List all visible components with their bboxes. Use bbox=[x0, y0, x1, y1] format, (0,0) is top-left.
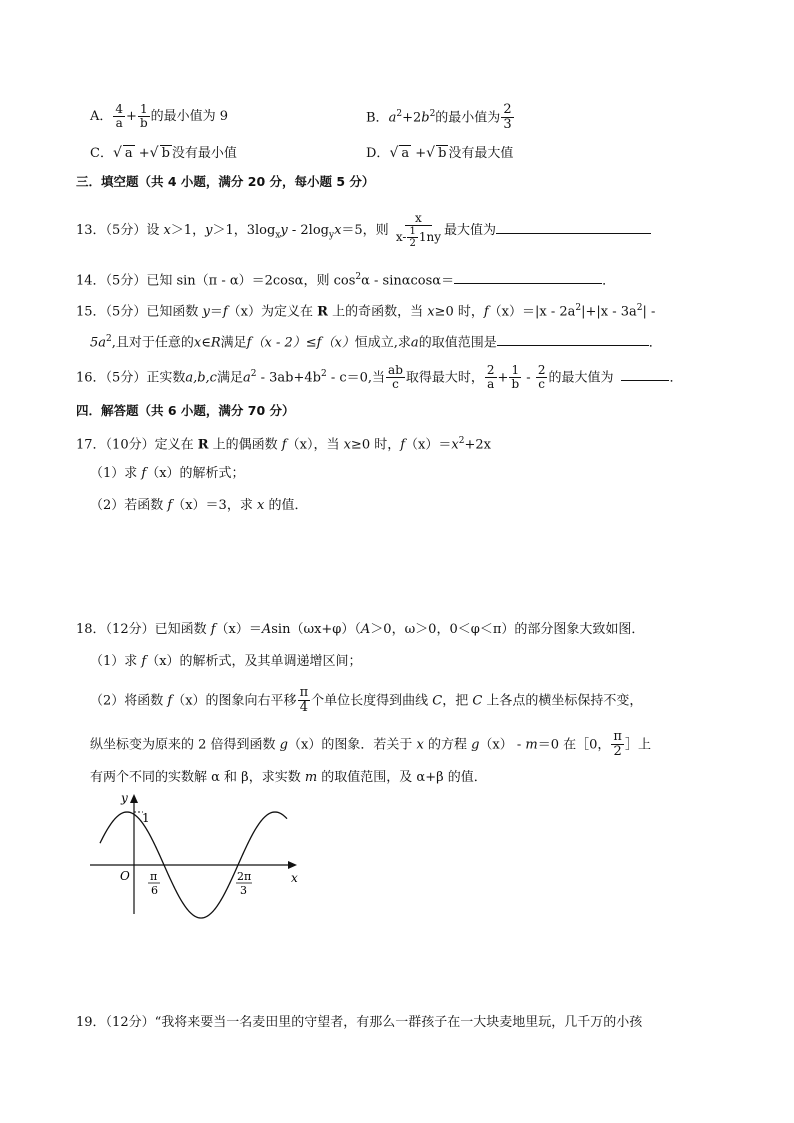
question-16: 16．（5分）正实数a,b,c满足$a^2 - 3ab+4b^2 - c=0$,当 $\frac{ab}{c}$ 取得最大时， $\frac{2}{a}$ + $\frac{1}{b}$ - $\frac{2}{c}$ 的最大值为 ． bbox=[76, 363, 683, 392]
question-18-part-1: （1）求 f（x）的解析式，及其单调递增区间； bbox=[90, 654, 362, 669]
question-18-part-2: （2）将函数 f（x）的图象向右平移 $\frac{\pi}{4}$ 个单位长度得到曲线 C，把 C 上各点的横坐标保持不变， bbox=[90, 685, 643, 716]
question-18-line-3: 纵坐标变为原来的 2 倍得到函数 g（x）的图象．若关于 x 的方程 g（x） - m＝0 在［0， $\frac{\pi}{2}$ ］上 bbox=[90, 729, 651, 760]
tick-2pi-3-den: 3 bbox=[240, 884, 247, 897]
question-18: 18．（12分）已知函数 f（x）＝Asin（ωx+φ）（A＞0，ω＞0，0＜φ＜π）的部分图象大致如图． bbox=[76, 622, 645, 637]
question-14: 14．（5分）已知 sin（π - α）＝2cosα，则 $\cos^2\alpha - \sin\alpha\cos\alpha=$ ． bbox=[76, 267, 615, 291]
answer-blank-16[interactable] bbox=[621, 366, 669, 381]
sqrt-icon: √ bbox=[149, 145, 159, 161]
option-a[interactable]: A． $\frac{4}{a}$ + $\frac{1}{b}$ 的最小值为 9 bbox=[90, 102, 229, 131]
question-17-part-1: （1）求 f（x）的解析式； bbox=[90, 466, 245, 481]
answer-blank-15[interactable] bbox=[497, 331, 649, 346]
sqrt-icon: √ bbox=[389, 145, 399, 161]
question-17-part-2: （2）若函数 f（x）＝3，求 x 的值． bbox=[90, 498, 308, 513]
question-15: 15．（5分）已知函数 y＝f（x）为定义在 R 上的奇函数，当 x≥0 时，$f(x)=|x - 2a^2|+|x - 3a^2|$ - bbox=[76, 303, 656, 320]
x-axis-label: x bbox=[291, 871, 298, 885]
question-18-line-4: 有两个不同的实数解 α 和 β，求实数 m 的取值范围，及 α+β 的值． bbox=[90, 770, 487, 785]
option-c[interactable]: C．√ a +√ b 没有最小值 bbox=[90, 145, 237, 161]
question-19: 19．（12分）“我将来要当一名麦田里的守望者，有那么一群孩子在一大块麦地里玩，几千万的小孩 bbox=[76, 1015, 643, 1030]
sqrt-icon: √ bbox=[426, 145, 436, 161]
tick-pi-6-den: 6 bbox=[151, 884, 158, 897]
question-17: 17．（10分）定义在 R 上的偶函数 f（x），当 x≥0 时，$f(x)=x^2+2x$ bbox=[76, 436, 491, 453]
x-axis-arrow-icon bbox=[288, 861, 297, 869]
y-axis-arrow-icon bbox=[130, 794, 138, 803]
origin-label: O bbox=[120, 869, 130, 883]
y-axis-label: y bbox=[121, 791, 128, 805]
option-a-label: A． bbox=[90, 109, 113, 125]
question-13: 13．（5分）设 x＞1，y＞1，$3\log_xy - 2\log_yx=5$，则 x x- $\frac{1}{2}$ 1ny 最大值为 bbox=[76, 212, 651, 249]
amplitude-label: 1 bbox=[142, 811, 150, 825]
sine-graph bbox=[85, 792, 315, 922]
option-d[interactable]: D．√ a +√ b 没有最大值 bbox=[366, 145, 514, 161]
question-15-line-2: $5a^2$,且对于任意的x∈R满足f（x - 2）≤f（x）恒成立,求a的取值范围是 ． bbox=[90, 329, 662, 353]
section-3-title: 三．填空题（共 4 小题，满分 20 分，每小题 5 分） bbox=[76, 174, 375, 189]
section-4-title: 四．解答题（共 6 小题，满分 70 分） bbox=[76, 403, 295, 418]
sqrt-icon: √ bbox=[112, 145, 122, 161]
option-b-label: B． bbox=[366, 110, 389, 126]
tick-2pi-3-num: 2π bbox=[237, 870, 252, 883]
answer-blank-13[interactable] bbox=[496, 219, 651, 234]
answer-blank-14[interactable] bbox=[454, 269, 602, 284]
option-b[interactable]: B．$a^2+2b^2$的最小值为 $\frac{2}{3}$ bbox=[366, 102, 512, 133]
tick-pi-6-num: π bbox=[150, 870, 158, 883]
